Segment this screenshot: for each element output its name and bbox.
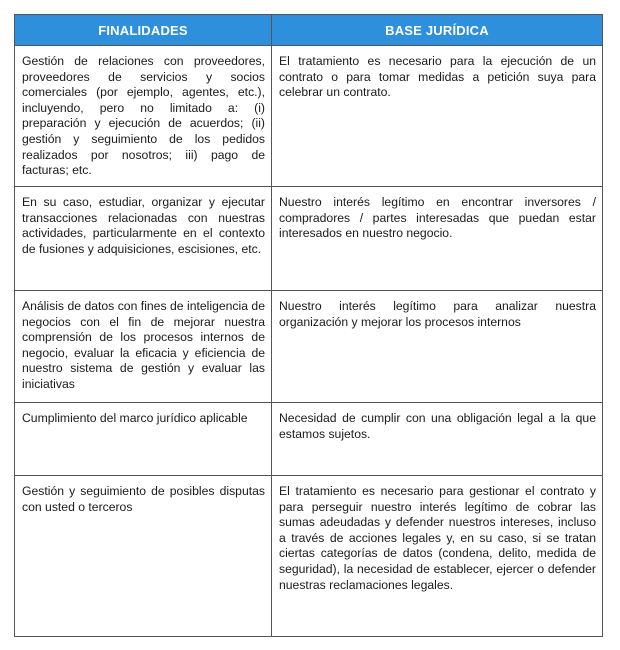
legal-basis-cell: Necesidad de cumplir con una obligación legal a la que estamos sujetos. — [272, 403, 603, 476]
table-row — [15, 476, 603, 637]
legal-basis-table — [14, 14, 603, 637]
purpose-cell: Gestión de relaciones con proveedores, proveedores de servicios y socios comerciales (por ejemplo, agentes, etc.), incluyendo, pero no limitado a: (i) preparación y ejecución de acuerdos; (ii) gestión y seguimiento de los pedidos realizados por nosotros; iii) pago de facturas; etc. — [15, 46, 272, 187]
purpose-cell: Cumplimiento del marco jurídico aplicable — [15, 403, 272, 476]
table-row — [15, 187, 603, 291]
purpose-cell: Gestión y seguimiento de posibles disputas con usted o terceros — [15, 476, 272, 637]
header-purposes: FINALIDADES — [15, 15, 272, 46]
table-header-row — [15, 15, 603, 46]
legal-basis-cell: El tratamiento es necesario para la ejecución de un contrato o para tomar medidas a petición suya para celebrar un contrato. — [272, 46, 603, 187]
purpose-cell: Análisis de datos con fines de inteligencia de negocios con el fin de mejorar nuestra comprensión de los procesos internos de negocio, evaluar la eficacia y eficiencia de nuestro sistema de gestión y evaluar las iniciativas — [15, 291, 272, 403]
table-row — [15, 403, 603, 476]
purpose-cell: En su caso, estudiar, organizar y ejecutar transacciones relacionadas con nuestras actividades, particularmente en el contexto de fusiones y adquisiciones, escisiones, etc. — [15, 187, 272, 291]
legal-basis-cell: El tratamiento es necesario para gestionar el contrato y para perseguir nuestro interés legítimo de cobrar las sumas adeudadas y defender nuestros intereses, incluso a través de acciones legales y, en su caso, si se tratan ciertas categorías de datos (condena, delito, medida de seguridad), la necesidad de establecer, ejercer o defender nuestras reclamaciones legales. — [272, 476, 603, 637]
table-row — [15, 46, 603, 187]
header-legal-basis: BASE JURÍDICA — [272, 15, 603, 46]
table-row — [15, 291, 603, 403]
legal-basis-cell: Nuestro interés legítimo para analizar nuestra organización y mejorar los procesos internos — [272, 291, 603, 403]
legal-basis-cell: Nuestro interés legítimo en encontrar inversores / compradores / partes interesadas que puedan estar interesados en nuestro negocio. — [272, 187, 603, 291]
